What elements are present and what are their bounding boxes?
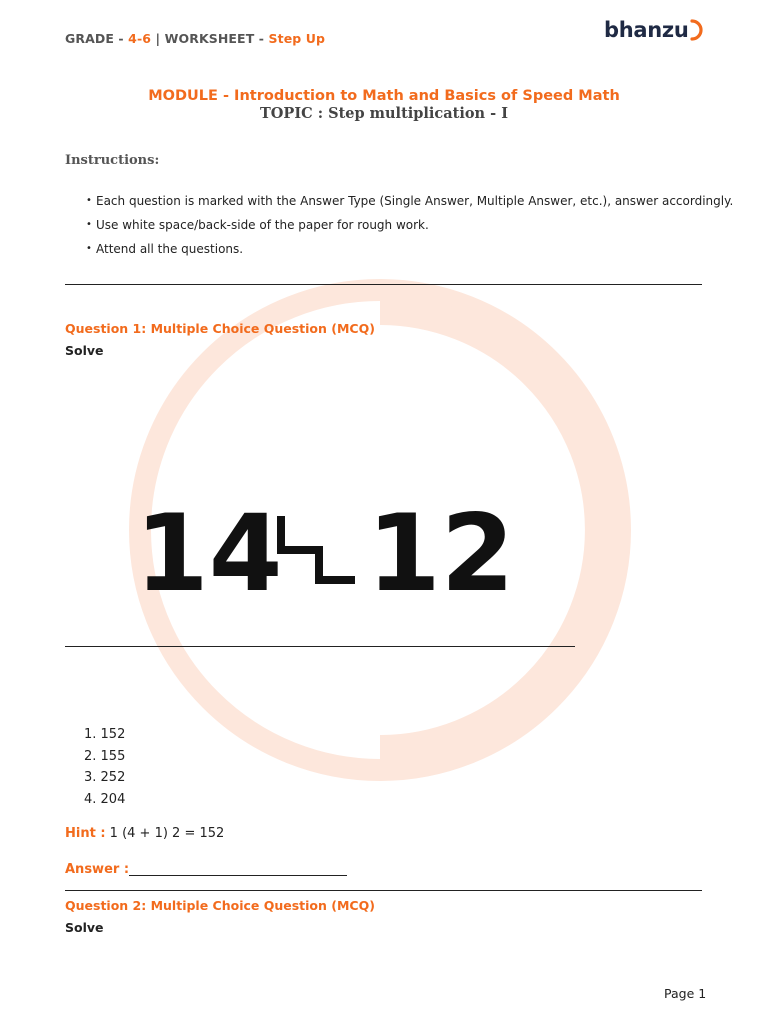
- option-item[interactable]: 1. 152: [84, 727, 126, 742]
- grade-label: GRADE -: [65, 31, 129, 46]
- question-1-title: Question 1: Multiple Choice Question (MCQ): [65, 321, 375, 336]
- section-divider: [65, 284, 702, 285]
- problem-divider: [65, 646, 575, 647]
- logo-swirl-icon: [686, 18, 706, 42]
- hint-label: Hint :: [65, 826, 106, 841]
- module-title: MODULE - Introduction to Math and Basics of Speed Math: [148, 88, 620, 104]
- step-symbol-icon: [281, 516, 355, 580]
- topic-title: TOPIC : Step multiplication - I: [260, 105, 508, 122]
- question-2-prompt: Solve: [65, 920, 104, 935]
- question-1-problem-image: [65, 428, 575, 638]
- hint-text: 1 (4 + 1) 2 = 152: [105, 826, 225, 841]
- logo-text: bhanzu: [604, 18, 689, 42]
- option-item[interactable]: 4. 204: [84, 791, 126, 807]
- question-2-title: Question 2: Multiple Choice Question (MCQ): [65, 898, 375, 913]
- question-1-options: [84, 726, 125, 812]
- instruction-item: • Attend all the questions.: [86, 240, 733, 264]
- answer-label: Answer :: [65, 862, 130, 877]
- option-item[interactable]: 2. 155: [84, 748, 126, 764]
- problem-left-number: 14: [135, 492, 283, 615]
- option-item[interactable]: 3. 252: [84, 770, 126, 785]
- grade-value: 4-6: [128, 31, 152, 46]
- answer-blank[interactable]: [129, 875, 347, 876]
- question-1-prompt: Solve: [65, 343, 104, 358]
- instruction-item: • Each question is marked with the Answer Type (Single Answer, Multiple Answer, etc.), answer accordingly.: [86, 192, 733, 216]
- worksheet-label: | WORKSHEET -: [151, 31, 269, 46]
- worksheet-header: [65, 31, 325, 46]
- bhanzu-logo: [604, 14, 706, 46]
- instructions-title: Instructions:: [65, 153, 160, 168]
- question-divider: [65, 890, 702, 891]
- page-number: Page 1: [664, 986, 707, 1001]
- level-label: Step Up: [268, 31, 326, 46]
- instructions-list: [86, 192, 733, 264]
- problem-right-number: 12: [367, 492, 515, 615]
- question-1-hint: [65, 826, 224, 841]
- instruction-item: • Use white space/back-side of the paper for rough work.: [86, 216, 733, 240]
